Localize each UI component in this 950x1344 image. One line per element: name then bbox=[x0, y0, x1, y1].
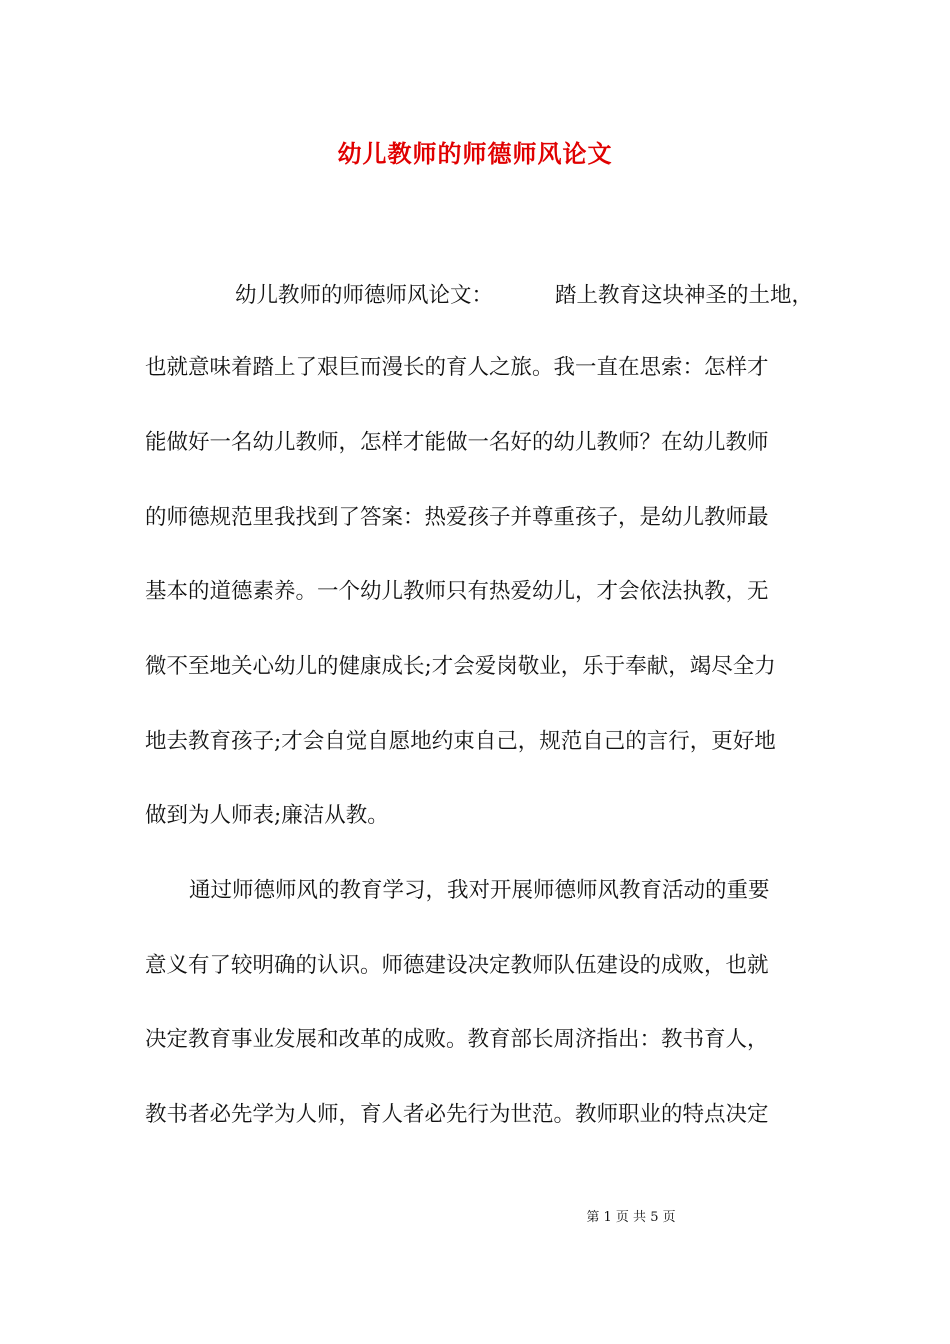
paragraph-2-line-4: 教书者必先学为人师，育人者必先行为世范。教师职业的特点决定 bbox=[145, 1102, 769, 1127]
paragraph-1-lead-label: 幼儿教师的师德师风论文： bbox=[235, 283, 494, 308]
paragraph-2-line-2: 意义有了较明确的认识。师德建设决定教师队伍建设的成败，也就 bbox=[145, 953, 769, 978]
paragraph-1-line-1 bbox=[145, 281, 815, 311]
paragraph-1-line-4: 的师德规范里我找到了答案：热爱孩子并尊重孩子，是幼儿教师最 bbox=[145, 505, 769, 530]
paragraph-2-line-1 bbox=[145, 876, 815, 906]
paragraph-2-line-3: 决定教育事业发展和改革的成败。教育部长周济指出：教书育人， bbox=[145, 1027, 769, 1052]
paragraph-1-line-5: 基本的道德素养。一个幼儿教师只有热爱幼儿，才会依法执教，无 bbox=[145, 579, 769, 604]
paragraph-1-line-3: 能做好一名幼儿教师，怎样才能做一名好的幼儿教师？在幼儿教师 bbox=[145, 430, 769, 455]
document-title: 幼儿教师的师德师风论文 bbox=[337, 139, 613, 168]
paragraph-1-line-7: 地去教育孩子;才会自觉自愿地约束自己，规范自己的言行，更好地 bbox=[145, 729, 776, 754]
paragraph-1-lead-text: 踏上教育这块神圣的土地， bbox=[555, 283, 814, 308]
paragraph-1-line-8: 做到为人师表;廉洁从教。 bbox=[145, 803, 389, 828]
paragraph-2-line-1-text: 通过师德师风的教育学习，我对开展师德师风教育活动的重要 bbox=[189, 878, 770, 903]
paragraph-1-line-2: 也就意味着踏上了艰巨而漫长的育人之旅。我一直在思索：怎样才 bbox=[145, 355, 769, 380]
paragraph-1-line-6: 微不至地关心幼儿的健康成长;才会爱岗敬业，乐于奉献，竭尽全力 bbox=[145, 654, 776, 679]
page-footer bbox=[0, 1209, 950, 1227]
page-number: 第 1 页 共 5 页 bbox=[586, 1210, 676, 1225]
